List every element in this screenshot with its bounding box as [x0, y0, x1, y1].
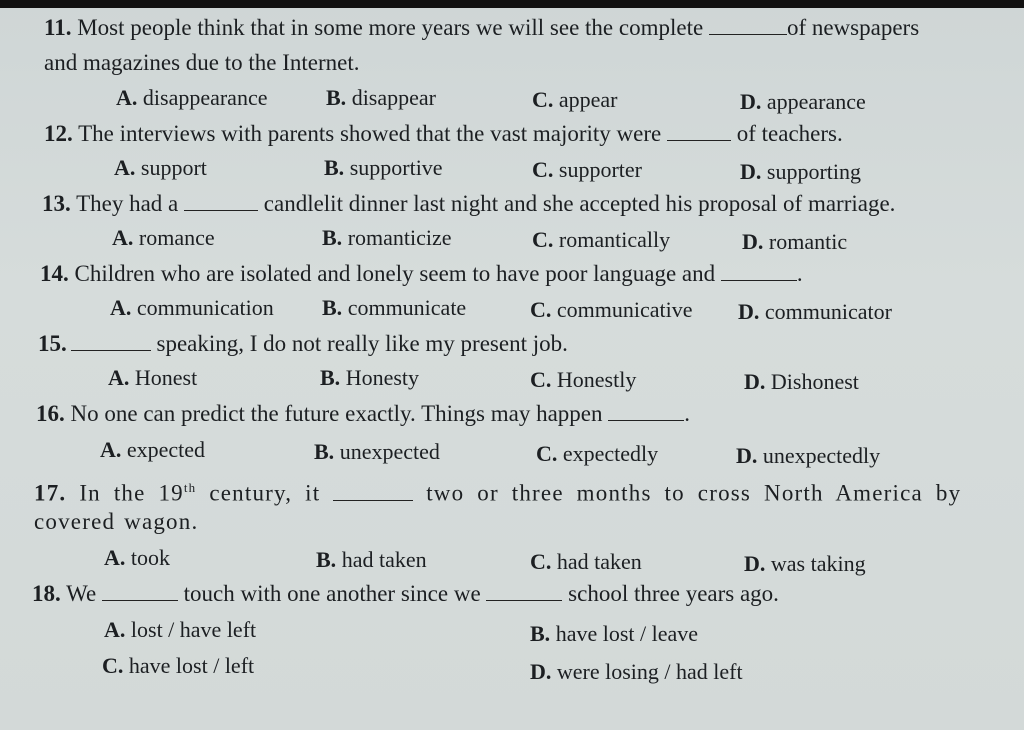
option-a: A. expected	[100, 437, 206, 462]
option-b: B. romanticize	[322, 225, 452, 250]
option-c: C. expectedly	[536, 441, 659, 466]
question-17-line-2	[34, 508, 198, 536]
question-text: They had a	[76, 191, 179, 216]
option-a: A. communication	[110, 295, 274, 320]
option-c: C. have lost / left	[102, 653, 255, 678]
question-number: 16.	[36, 401, 65, 426]
option-a: A. romance	[112, 225, 215, 250]
answer-blank	[486, 582, 562, 601]
question-number: 12.	[44, 121, 73, 146]
answer-blank	[184, 192, 258, 211]
option-b: B. disappear	[326, 85, 436, 110]
option-c: C. supporter	[532, 157, 642, 182]
answer-blank	[608, 402, 684, 421]
question-text: No one can predict the future exactly. Things may happen	[70, 401, 603, 426]
option-a: A. lost / have left	[104, 617, 257, 642]
question-text: Children who are isolated and lonely seem to have poor language and	[74, 261, 716, 286]
option-c: C. appear	[532, 87, 618, 112]
option-b: B. supportive	[324, 155, 443, 180]
option-d: D. appearance	[740, 89, 866, 114]
question-text: In the 19	[79, 480, 184, 506]
question-number: 13.	[42, 191, 71, 216]
answer-blank	[667, 122, 731, 141]
option-a: A. took	[104, 545, 171, 570]
option-a: A. support	[114, 155, 207, 180]
option-d: D. unexpectedly	[736, 443, 881, 468]
question-text: speaking, I do not really like my present job.	[156, 331, 568, 356]
option-d: D. supporting	[740, 159, 862, 184]
question-text: school three years ago.	[568, 581, 779, 606]
option-d: D. romantic	[742, 229, 848, 254]
question-text: and magazines due to the Internet.	[44, 50, 360, 75]
option-c: C. communicative	[530, 297, 693, 322]
top-border	[0, 0, 1024, 8]
option-b: B. communicate	[322, 295, 467, 320]
option-d: D. communicator	[738, 299, 892, 324]
option-c: C. romantically	[532, 227, 671, 252]
question-text: of newspapers	[786, 15, 920, 40]
question-number: 14.	[40, 261, 69, 286]
question-text: covered wagon.	[34, 509, 199, 534]
worksheet-page	[0, 8, 1024, 730]
answer-blank	[721, 262, 797, 281]
option-b: B. Honesty	[320, 365, 420, 390]
answer-blank	[71, 332, 151, 351]
question-number: 11.	[44, 15, 72, 40]
option-b: B. unexpected	[314, 439, 440, 464]
option-a: A. disappearance	[116, 85, 268, 110]
option-b: B. have lost / leave	[530, 621, 699, 646]
question-number: 17.	[34, 480, 67, 506]
question-text: We	[66, 581, 97, 606]
question-11	[44, 14, 919, 42]
question-text: touch with one another since we	[183, 581, 481, 606]
option-d: D. were losing / had left	[530, 659, 743, 684]
ordinal-suffix: th	[183, 480, 197, 495]
question-number: 18.	[32, 581, 61, 606]
question-text: .	[796, 261, 803, 286]
question-11-line-2	[44, 49, 360, 77]
question-number: 15.	[38, 331, 67, 356]
question-text: two or three months to cross North America by	[426, 480, 962, 506]
question-text: Most people think that in some more years we will see the complete	[77, 15, 704, 40]
answer-blank	[333, 482, 413, 501]
question-15	[38, 330, 568, 358]
question-18	[32, 580, 779, 608]
question-text: candlelit dinner last night and she accepted his proposal of marriage.	[263, 191, 896, 216]
question-text: .	[684, 401, 691, 426]
question-text: of teachers.	[736, 121, 843, 146]
question-13	[42, 190, 895, 218]
option-a: A. Honest	[108, 365, 198, 390]
question-text: century, it	[209, 480, 321, 506]
question-17	[34, 474, 961, 508]
option-b: B. had taken	[316, 547, 427, 572]
option-c: C. Honestly	[530, 367, 637, 392]
option-d: D. Dishonest	[744, 369, 859, 394]
question-14	[40, 260, 803, 288]
answer-blank	[102, 582, 178, 601]
option-d: D. was taking	[744, 551, 866, 576]
answer-blank	[709, 16, 787, 35]
option-c: C. had taken	[530, 549, 642, 574]
question-16	[36, 400, 690, 428]
question-text: The interviews with parents showed that the vast majority were	[78, 121, 662, 146]
question-12	[44, 120, 843, 148]
